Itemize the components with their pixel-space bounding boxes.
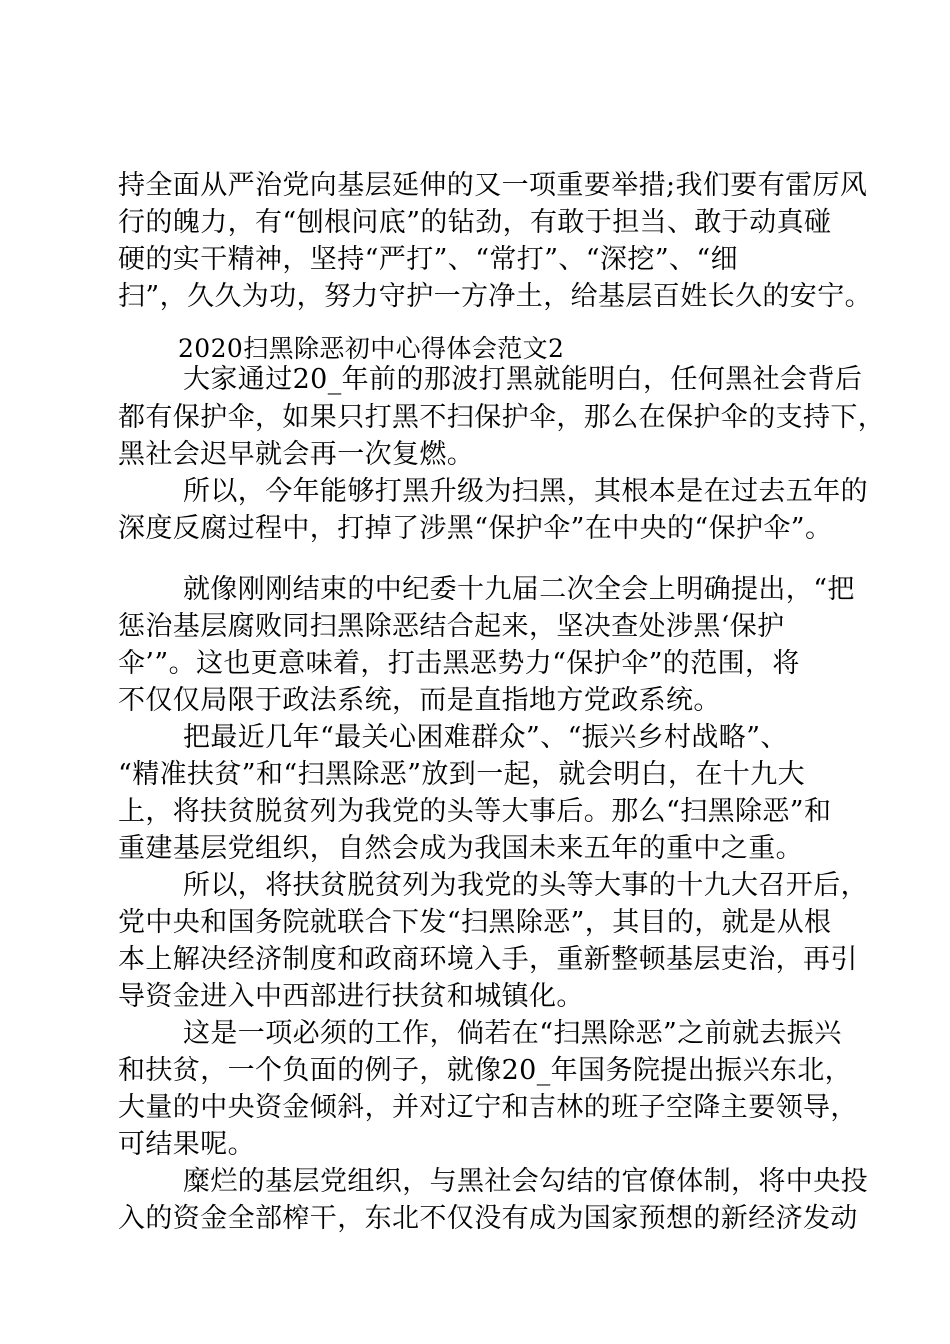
body-text-line: 导资金进入中西部进行扶贫和城镇化。 — [118, 981, 584, 1012]
body-text-line: 扫”，久久为功，努力守护一方净土，给基层百姓长久的安宁。 — [118, 281, 873, 312]
body-text-line: 糜烂的基层党组织，与黑社会勾结的官僚体制，将中央投 — [183, 1166, 868, 1197]
body-text-line: 伞’”。这也更意味着，打击黑恶势力“保护伞”的范围，将 — [118, 648, 800, 679]
body-text-line: 把最近几年“最关心困难群众”、“振兴乡村战略”、 — [183, 722, 788, 753]
body-text-line: 深度反腐过程中，打掉了涉黑“保护伞”在中央的“保护伞”。 — [118, 513, 833, 544]
body-text-line: 重建基层党组织，自然会成为我国未来五年的重中之重。 — [118, 833, 803, 864]
body-text-line: 硬的实干精神，坚持“严打”、“常打”、“深挖”、“细 — [118, 244, 739, 275]
body-text-line: 所以，今年能够打黑升级为扫黑，其根本是在过去五年的 — [183, 476, 868, 507]
body-text-line: 入的资金全部榨干，东北不仅没有成为国家预想的新经济发动 — [118, 1203, 858, 1234]
body-text-line: 不仅仅局限于政法系统，而是直指地方党政系统。 — [118, 685, 721, 716]
body-text-line: 党中央和国务院就联合下发“扫黑除恶”，其目的，就是从根 — [118, 907, 832, 938]
body-text-line: 大量的中央资金倾斜，并对辽宁和吉林的班子空降主要领导， — [118, 1092, 858, 1123]
body-text-line: 惩治基层腐败同扫黑除恶结合起来，坚决查处涉黑‘保护 — [118, 611, 785, 642]
section-heading: 2020扫黑除恶初中心得体会范文2 — [178, 334, 565, 363]
body-text-line: 上，将扶贫脱贫列为我党的头等大事后。那么“扫黑除恶”和 — [118, 796, 832, 827]
body-text-line: 就像刚刚结束的中纪委十九届二次全会上明确提出，“把 — [183, 574, 855, 605]
body-text-line: 行的魄力，有“刨根问底”的钻劲，有敢于担当、敢于动真碰 — [118, 207, 832, 238]
body-text-line: 所以，将扶贫脱贫列为我党的头等大事的十九大召开后， — [183, 870, 868, 901]
body-text-line: 持全面从严治党向基层延伸的又一项重要举措;我们要有雷厉风 — [118, 170, 868, 201]
body-text-line: 可结果呢。 — [118, 1129, 255, 1160]
body-text-line: 黑社会迟早就会再一次复燃。 — [118, 439, 475, 470]
body-text-line: 本上解决经济制度和政商环境入手，重新整顿基层吏治，再引 — [118, 944, 858, 975]
body-text-line: 和扶贫，一个负面的例子，就像20_年国务院提出振兴东北， — [118, 1055, 853, 1086]
body-text-line: 都有保护伞，如果只打黑不扫保护伞，那么在保护伞的支持下， — [118, 402, 886, 433]
body-text-line: 这是一项必须的工作，倘若在“扫黑除恶”之前就去振兴 — [183, 1018, 842, 1049]
body-text-line: 大家通过20_年前的那波打黑就能明白，任何黑社会背后 — [183, 364, 863, 395]
body-text-line: “精准扶贫”和“扫黑除恶”放到一起，就会明白，在十九大 — [118, 759, 806, 790]
